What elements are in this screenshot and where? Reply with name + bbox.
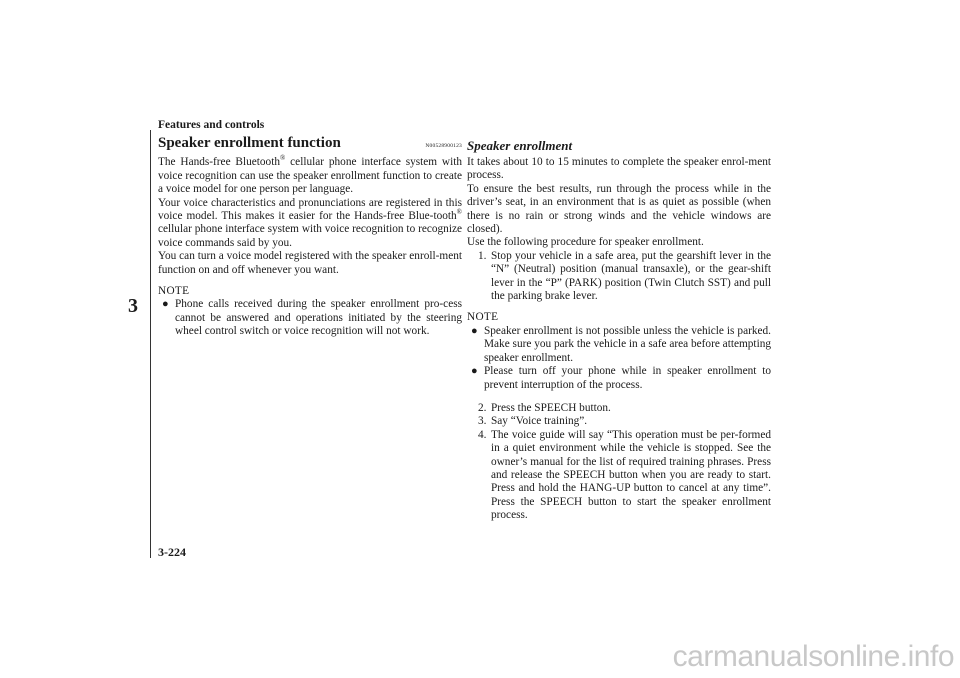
- procedure-step: 2. Press the SPEECH button.: [478, 401, 611, 414]
- paragraph: It takes about 10 to 15 minutes to complete the speaker enrol-ment process.: [467, 156, 771, 182]
- section-code: N00528900123: [425, 143, 462, 149]
- paragraph: To ensure the best results, run through the process while in the driver’s seat, in an environment that is as quiet as possible (when there is no rain or strong winds and the vehicle windows are closed).: [467, 182, 771, 236]
- note-label: NOTE: [158, 285, 190, 298]
- procedure-step: 4. The voice guide will say “This operation must be per-formed in a quiet environment while the vehicle is stopped. See the owner’s manual for the list of required training phrases. Press and release the SPEECH button when you are ready to start. Press and hold the HANG-UP button to cancel at any time”. Press the SPEECH button to start the speaker enrollment process.: [478, 428, 771, 522]
- paragraph: Your voice characteristics and pronunciations are registered in this voice model. This makes it easier for the Hands-free Blue-tooth® cellular phone interface system with voice recognition to recognize voice commands said by you.: [158, 196, 462, 249]
- paragraph: Use the following procedure for speaker enrollment.: [467, 236, 704, 249]
- subsection-title: Speaker enrollment: [467, 138, 573, 153]
- page-number: 3-224: [158, 545, 186, 559]
- procedure-step: 3. Say “Voice training”.: [478, 415, 588, 428]
- note-bullet: ● Please turn off your phone while in speaker enrollment to prevent interruption of the process.: [471, 365, 771, 391]
- right-column: [467, 137, 771, 523]
- note-label: NOTE: [467, 311, 499, 324]
- paragraph: The Hands-free Bluetooth® cellular phone interface system with voice recognition can use the speaker enrollment function to create a voice model for one person per language.: [158, 154, 462, 196]
- section-heading: [158, 137, 462, 153]
- note-bullet: ● Speaker enrollment is not possible unless the vehicle is parked. Make sure you park the vehicle in a safe area before attempting speaker enrollment.: [471, 324, 772, 364]
- left-column: [158, 137, 462, 339]
- bullet-icon: ●: [162, 298, 169, 311]
- watermark: carmanualsonline.info: [672, 640, 954, 673]
- bullet-icon: ●: [471, 365, 478, 378]
- bullet-icon: ●: [471, 324, 478, 337]
- note-bullet: ● Phone calls received during the speaker enrollment pro-cess cannot be answered and operations initiated by the steering wheel control switch or voice recognition will not work.: [162, 298, 462, 338]
- procedure-step: 1. Stop your vehicle in a safe area, put the gearshift lever in the “N” (Neutral) position (manual transaxle), or the gear-shift lever in the “P” (PARK) position (Twin Clutch SST) and pull the parking brake lever.: [478, 249, 771, 303]
- paragraph: You can turn a voice model registered with the speaker enroll-ment function on and off whenever you want.: [158, 250, 462, 276]
- section-title: Speaker enrollment function: [158, 135, 341, 151]
- chapter-number: 3: [128, 295, 138, 317]
- running-header: Features and controls: [158, 119, 265, 131]
- chapter-divider: [150, 130, 151, 558]
